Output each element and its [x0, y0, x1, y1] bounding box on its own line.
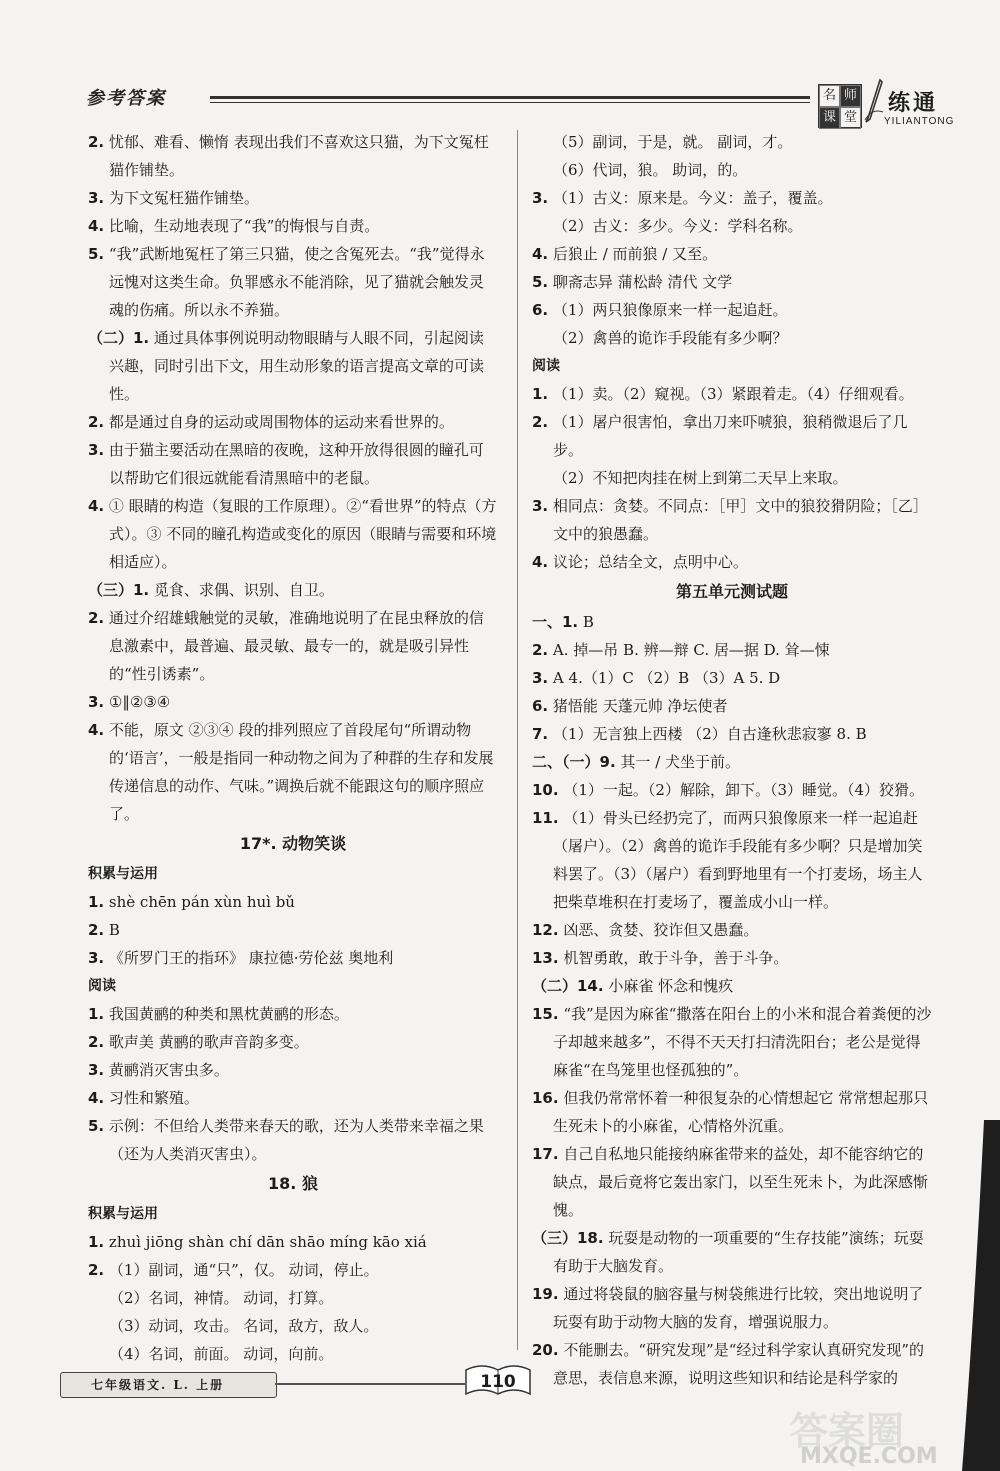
- answer-number: 3.: [88, 949, 105, 967]
- answer-text: 歌声美 黄鹂的歌声音韵多变。: [108, 1033, 309, 1051]
- answer-number: 4.: [88, 1089, 105, 1107]
- answer-item: [532, 1140, 932, 1224]
- answer-number: 3.: [532, 669, 549, 687]
- answer-item: [532, 408, 932, 464]
- answer-item: [532, 972, 932, 1000]
- answer-item: [88, 240, 498, 324]
- answer-number: 4.: [532, 553, 549, 571]
- page-number-text: 110: [480, 1372, 516, 1392]
- subsection-heading: 阅读: [88, 978, 116, 994]
- answer-number: 1.: [532, 385, 549, 403]
- answer-item: [532, 692, 932, 720]
- answer-text: 玩耍是动物的一项重要的“生存技能”演练；玩耍有助于大脑发育。: [553, 1229, 924, 1275]
- footer-rule: [275, 1383, 465, 1385]
- answer-number: 11.: [532, 809, 559, 827]
- answer-number: 1.: [88, 1233, 105, 1251]
- answer-number: 2.: [88, 1261, 105, 1279]
- answer-item: [532, 720, 932, 748]
- answer-text: 议论；总结全文，点明中心。: [552, 553, 748, 571]
- book-label: 七年级语文. L. 上册: [60, 1372, 277, 1398]
- answer-subitem: （5）副词，于是，就。 副词，才。: [553, 133, 793, 151]
- answer-text: （1）副词，通“只”，仅。 动词，停止。: [108, 1261, 379, 1279]
- answer-item: [532, 184, 932, 212]
- answer-item: [532, 240, 932, 268]
- section-title: 18. 狼: [268, 1174, 318, 1193]
- answer-text: B: [582, 613, 594, 631]
- answer-text: 我国黄鹂的种类和黑枕黄鹂的形态。: [108, 1005, 349, 1023]
- answer-item: [88, 1228, 498, 1256]
- answer-item: [88, 408, 498, 436]
- answer-item: [532, 1084, 932, 1140]
- section-title: 第五单元测试题: [675, 582, 788, 601]
- answer-text: 其一 / 犬坐于前。: [620, 753, 741, 771]
- answer-item: [532, 608, 932, 636]
- right-column: [532, 128, 932, 1392]
- answer-number: 3.: [532, 189, 549, 207]
- answer-item: [88, 184, 498, 212]
- answer-text: shè chēn pán xùn huì bǔ: [108, 893, 295, 911]
- answer-text: 机智勇敢，敢于斗争，善于斗争。: [563, 949, 789, 967]
- answer-item: [88, 716, 498, 828]
- answer-item: [88, 604, 498, 688]
- answer-number: 3.: [88, 189, 105, 207]
- answer-text: 习性和繁殖。: [108, 1089, 199, 1107]
- answer-item: [532, 1000, 932, 1084]
- answer-subitem: （3）动词，攻击。 名词，敌方，敌人。: [109, 1317, 379, 1335]
- answer-number: 15.: [532, 1005, 559, 1023]
- subsection-heading: 阅读: [532, 358, 560, 374]
- answer-item: [532, 1224, 932, 1280]
- header-rule-thin: [210, 102, 810, 103]
- answer-item: [532, 1280, 932, 1336]
- answer-number: 3.: [532, 497, 549, 515]
- answer-subitem: （2）古义：多少。今义：学科名称。: [553, 217, 803, 235]
- header-title: 参考答案: [86, 88, 166, 109]
- answer-number: （三）18.: [532, 1229, 604, 1247]
- answer-number: 19.: [532, 1285, 559, 1303]
- answer-text: （1）古义：原来是。今义：盖子，覆盖。: [552, 189, 833, 207]
- answer-number: 5.: [532, 273, 549, 291]
- answer-text: 为下文冤枉猫作铺垫。: [108, 189, 259, 207]
- answer-text: （1）两只狼像原来一样一起追赶。: [552, 301, 788, 319]
- answer-number: 一、1.: [532, 613, 579, 631]
- answer-text: B: [108, 921, 120, 939]
- answer-number: 2.: [88, 921, 105, 939]
- answer-text: （1）无言独上西楼 （2）自古逢秋悲寂寥 8. B: [552, 725, 867, 743]
- answer-item: [532, 1336, 932, 1392]
- answer-text: 猪悟能 天蓬元帅 净坛使者: [552, 697, 728, 715]
- answer-text: 后狼止 / 而前狼 / 又至。: [552, 245, 718, 263]
- answer-text: 忧郁、难看、懒惰 表现出我们不喜欢这只猫，为下文冤枉猫作铺垫。: [108, 133, 489, 179]
- answer-number: 10.: [532, 781, 559, 799]
- answer-item: [532, 268, 932, 296]
- answer-number: 2.: [532, 413, 549, 431]
- answer-item: [532, 380, 932, 408]
- answer-subitem: （2）名词，神情。 动词，打算。: [109, 1289, 334, 1307]
- page-number: [462, 1364, 534, 1398]
- answer-text: 凶恶、贪婪、狡诈但又愚蠢。: [563, 921, 759, 939]
- answer-item: [88, 944, 498, 972]
- answer-item: [88, 916, 498, 944]
- answer-text: 但我仍常常怀着一种很复杂的心情想起它 常常想起那只生死未卜的小麻雀，心情格外沉重。: [553, 1089, 929, 1135]
- answer-number: 4.: [88, 497, 105, 515]
- answer-number: 1.: [88, 893, 105, 911]
- answer-item: [88, 436, 498, 492]
- publisher-logo: [818, 84, 862, 128]
- book-spine-shadow: [944, 1120, 1000, 1471]
- answer-item: [532, 492, 932, 548]
- answer-item: [88, 492, 498, 576]
- answer-text: “我”是因为麻雀“撒落在阳台上的小米和混合着粪便的沙子却越来越多”，不得不天天打扫清洗阳台；老公是觉得麻雀“在鸟笼里也怪孤独的”。: [553, 1005, 932, 1079]
- answer-item: [532, 944, 932, 972]
- answer-text: 相同点：贪婪。不同点：［甲］文中的狼狡猾阴险；［乙］文中的狼愚蠢。: [552, 497, 928, 543]
- answer-item: [88, 576, 498, 604]
- answer-number: 7.: [532, 725, 549, 743]
- answer-number: 6.: [532, 697, 549, 715]
- answer-number: 16.: [532, 1089, 559, 1107]
- answer-text: 黄鹂消灭害虫多。: [108, 1061, 229, 1079]
- answer-subitem: （2）不知把肉挂在树上到第二天早上来取。: [553, 469, 848, 487]
- answer-text: （1）卖。（2）窥视。（3）紧跟着走。（4）仔细观看。: [552, 385, 914, 403]
- answer-text: 《所罗门王的指环》 康拉德·劳伦兹 奥地利: [108, 949, 394, 967]
- logo-char: 堂: [840, 107, 861, 129]
- answer-subitem: （2）禽兽的诡诈手段能有多少啊？: [553, 329, 788, 347]
- answer-text: （1）一起。（2）解除，卸下。（3）睡觉。（4）狡猾。: [563, 781, 925, 799]
- section-title: 17*. 动物笑谈: [239, 834, 347, 853]
- watermark-url: MXQE.COM: [800, 1444, 938, 1469]
- page-header: [0, 0, 1000, 130]
- answer-number: 2.: [88, 413, 105, 431]
- answer-text: 示例：不但给人类带来春天的歌，还为人类带来幸福之果（还为人类消灭害虫）。: [108, 1117, 484, 1163]
- answer-number: （二）1.: [88, 329, 150, 347]
- answer-subitem: （4）名词，前面。 动词，向前。: [109, 1345, 334, 1363]
- answer-number: 17.: [532, 1145, 559, 1163]
- answer-text: （1）骨头已经扔完了，而两只狼像原来一样一起追赶（屠户）。（2）禽兽的诡诈手段能有多少啊？只是增加笑料罢了。（3）（屠户）看到野地里有一个打麦场，场主人把柴草堆积在打麦场了，覆盖成小山一样。: [553, 809, 923, 911]
- answer-text: ①‖②③④: [108, 693, 171, 711]
- answer-number: 3.: [88, 693, 105, 711]
- answer-item: [532, 664, 932, 692]
- answer-item: [532, 916, 932, 944]
- answer-item: [88, 1256, 498, 1284]
- left-column: [88, 128, 498, 1368]
- answer-text: A. 掉—吊 B. 辨—辩 C. 居—据 D. 耸—悚: [552, 641, 830, 659]
- answer-item: [88, 1112, 498, 1168]
- answer-item: [532, 776, 932, 804]
- answer-text: 都是通过自身的运动或周围物体的运动来看世界的。: [108, 413, 454, 431]
- answer-item: [532, 548, 932, 576]
- answer-text: 不能，原文 ②③④ 段的排列照应了首段尾句“所谓动物的‘语言’，一般是指同一种动物之间为了种群的生存和发展传递信息的动作、气味。”调换后就不能跟这句的顺序照应了。: [108, 721, 494, 823]
- answer-number: 二、（一）9.: [532, 753, 616, 771]
- answer-number: 6.: [532, 301, 549, 319]
- answer-item: [532, 296, 932, 324]
- answer-text: 聊斋志异 蒲松龄 清代 文学: [552, 273, 733, 291]
- answer-text: 由于猫主要活动在黑暗的夜晚，这种开放得很圆的瞳孔可以帮助它们很远就能看清黑暗中的老鼠。: [108, 441, 484, 487]
- answer-number: 3.: [88, 1061, 105, 1079]
- answer-number: （三）1.: [88, 581, 150, 599]
- subsection-heading: 积累与运用: [88, 866, 158, 882]
- answer-item: [532, 804, 932, 916]
- answer-number: 2.: [88, 133, 105, 151]
- pencil-icon: [862, 78, 884, 124]
- answer-number: 1.: [88, 1005, 105, 1023]
- answer-number: 2.: [532, 641, 549, 659]
- answer-text: ① 眼睛的构造（复眼的工作原理）。②“看世界”的特点（方式）。③ 不同的瞳孔构造或变化的原因（眼睛与需要和环境相适应）。: [108, 497, 497, 571]
- answer-item: [88, 888, 498, 916]
- answer-number: 12.: [532, 921, 559, 939]
- answer-number: 4.: [88, 721, 105, 739]
- answer-item: [88, 1028, 498, 1056]
- answer-item: [88, 1000, 498, 1028]
- answer-number: 2.: [88, 1033, 105, 1051]
- answer-text: 自己自私地只能接纳麻雀带来的益处，却不能容纳它的缺点，最后竟将它轰出家门，以至生死未卜，为此深感惭愧。: [553, 1145, 929, 1219]
- brand-name-en: YILIANTONG: [884, 116, 955, 127]
- answer-item: [532, 636, 932, 664]
- answer-number: 20.: [532, 1341, 559, 1359]
- answer-text: 小麻雀 怀念和愧疚: [608, 977, 734, 995]
- subsection-heading: 积累与运用: [88, 1206, 158, 1222]
- answer-number: 4.: [88, 217, 105, 235]
- answer-text: 比喻，生动地表现了“我”的悔恨与自责。: [108, 217, 380, 235]
- logo-char: 课: [819, 107, 840, 129]
- answer-item: [88, 1056, 498, 1084]
- column-divider: [517, 130, 518, 1350]
- answer-text: zhuì jiōng shàn chí dān shāo míng kāo xiá: [108, 1233, 427, 1251]
- watermark-logo: 答案圈: [790, 1409, 905, 1453]
- answer-text: （1）屠户很害怕，拿出刀来吓唬狼，狼稍微退后了几步。: [552, 413, 908, 459]
- answer-subitem: （6）代词，狼。 助词，的。: [553, 161, 748, 179]
- answer-text: 通过将袋鼠的脑容量与树袋熊进行比较，突出地说明了玩耍有助于动物大脑的发育，增强说服力。: [553, 1285, 924, 1331]
- answer-number: 5.: [88, 245, 105, 263]
- answer-number: 5.: [88, 1117, 105, 1135]
- answer-item: [88, 324, 498, 408]
- answer-text: 不能删去。“研究发现”是“经过科学家认真研究发现”的意思，表信息来源，说明这些知识和结论是科学家的: [553, 1341, 925, 1387]
- answer-text: 觅食、求偶、识别、自卫。: [153, 581, 334, 599]
- answer-item: [88, 688, 498, 716]
- answer-item: [88, 1084, 498, 1112]
- answer-number: 3.: [88, 441, 105, 459]
- answer-number: 4.: [532, 245, 549, 263]
- answer-number: 2.: [88, 609, 105, 627]
- brand-name: 练通: [888, 90, 939, 116]
- answer-text: 通过介绍雄蛾触觉的灵敏，准确地说明了在昆虫释放的信息激素中，最普遍、最灵敏、最专一的，就是吸引异性的“性引诱素”。: [108, 609, 484, 683]
- answer-number: 13.: [532, 949, 559, 967]
- answer-text: 通过具体事例说明动物眼睛与人眼不同，引起阅读兴趣，同时引出下文，用生动形象的语言提高文章的可读性。: [109, 329, 485, 403]
- answer-item: [532, 748, 932, 776]
- logo-char: 师: [840, 85, 861, 107]
- answer-text: “我”武断地冤枉了第三只猫，使之含冤死去。“我”觉得永远愧对这类生命。负罪感永不能消除，见了猫就会触发灵魂的伤痛。所以永不养猫。: [108, 245, 485, 319]
- answer-number: （二）14.: [532, 977, 604, 995]
- answer-item: [88, 128, 498, 184]
- logo-char: 名: [819, 85, 840, 107]
- answer-item: [88, 212, 498, 240]
- answer-text: A 4.（1）C （2）B （3）A 5. D: [552, 669, 781, 687]
- header-rule: [210, 96, 810, 99]
